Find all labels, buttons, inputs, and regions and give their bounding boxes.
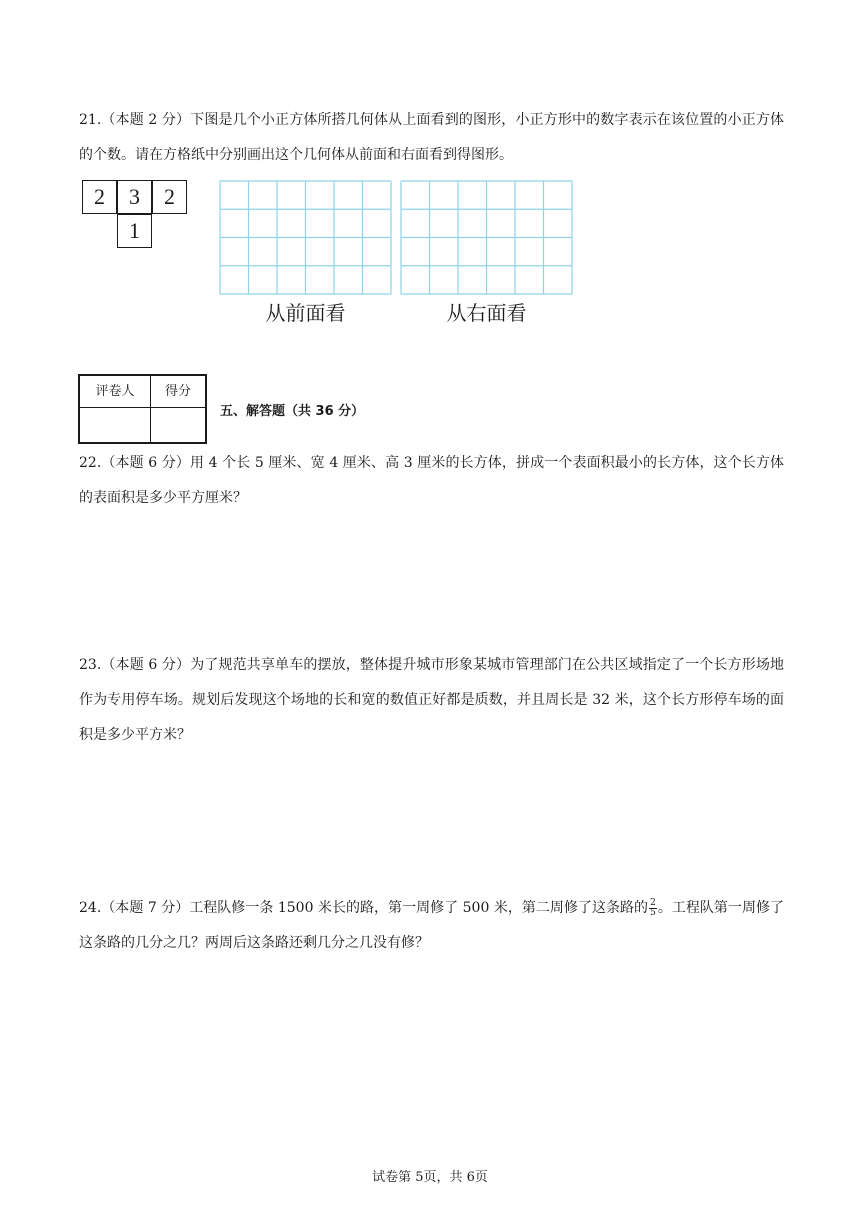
question-24-text-after: 。工程队第一周修了这条路的几分之几？两周后这条路还剩几分之几没有修？ (79, 900, 784, 951)
question-21 (79, 103, 784, 173)
section-title: 五、解答题（共 36 分） (220, 404, 365, 419)
question-23 (79, 648, 784, 753)
grid-front[interactable] (219, 180, 392, 295)
grid-right[interactable] (400, 180, 573, 295)
reviewer-header: 评卷人 (95, 384, 135, 399)
top-view-cell: 2 (152, 180, 187, 214)
question-22-text: 22.（本题 6 分）用 4 个长 5 厘米、宽 4 厘米、高 3 厘米的长方体，拼成一个表面积最小的长方体，这个长方体的表面积是多少平方厘米？ (79, 455, 784, 506)
grid-front-label: 从前面看 (265, 301, 346, 325)
score-header: 得分 (164, 384, 191, 399)
top-view-cell: 3 (117, 180, 152, 214)
question-21-text: 21.（本题 2 分）下图是几个小正方体所搭几何体从上面看到的图形，小正方形中的数字表示在该位置的小正方体的个数。请在方格纸中分别画出这个几何体从前面和右面看到得图形。 (79, 112, 784, 163)
score-table (78, 374, 207, 444)
question-24-text (79, 891, 784, 961)
fraction (649, 899, 657, 918)
grid-right-label: 从右面看 (446, 301, 527, 325)
fraction-numerator: 2 (650, 897, 656, 908)
page-footer: 试卷第 5页，共 6页 (372, 1170, 488, 1185)
question-24 (79, 891, 784, 961)
question-22 (79, 446, 784, 516)
top-view-cell: 1 (117, 214, 152, 248)
question-23-text: 23.（本题 6 分）为了规范共享单车的摆放，整体提升城市形象某城市管理部门在公共区域指定了一个长方形场地作为专用停车场。规划后发现这个场地的长和宽的数值正好都是质数，并且周长是 32 米，这个长方形停车场的面积是多少平方米？ (79, 657, 784, 743)
fraction-denominator: 5 (650, 907, 656, 918)
question-24-text-before: 24.（本题 7 分）工程队修一条 1500 米长的路，第一周修了 500 米，第二周修了这条路的 (79, 900, 649, 916)
top-view-cell: 2 (82, 180, 117, 214)
